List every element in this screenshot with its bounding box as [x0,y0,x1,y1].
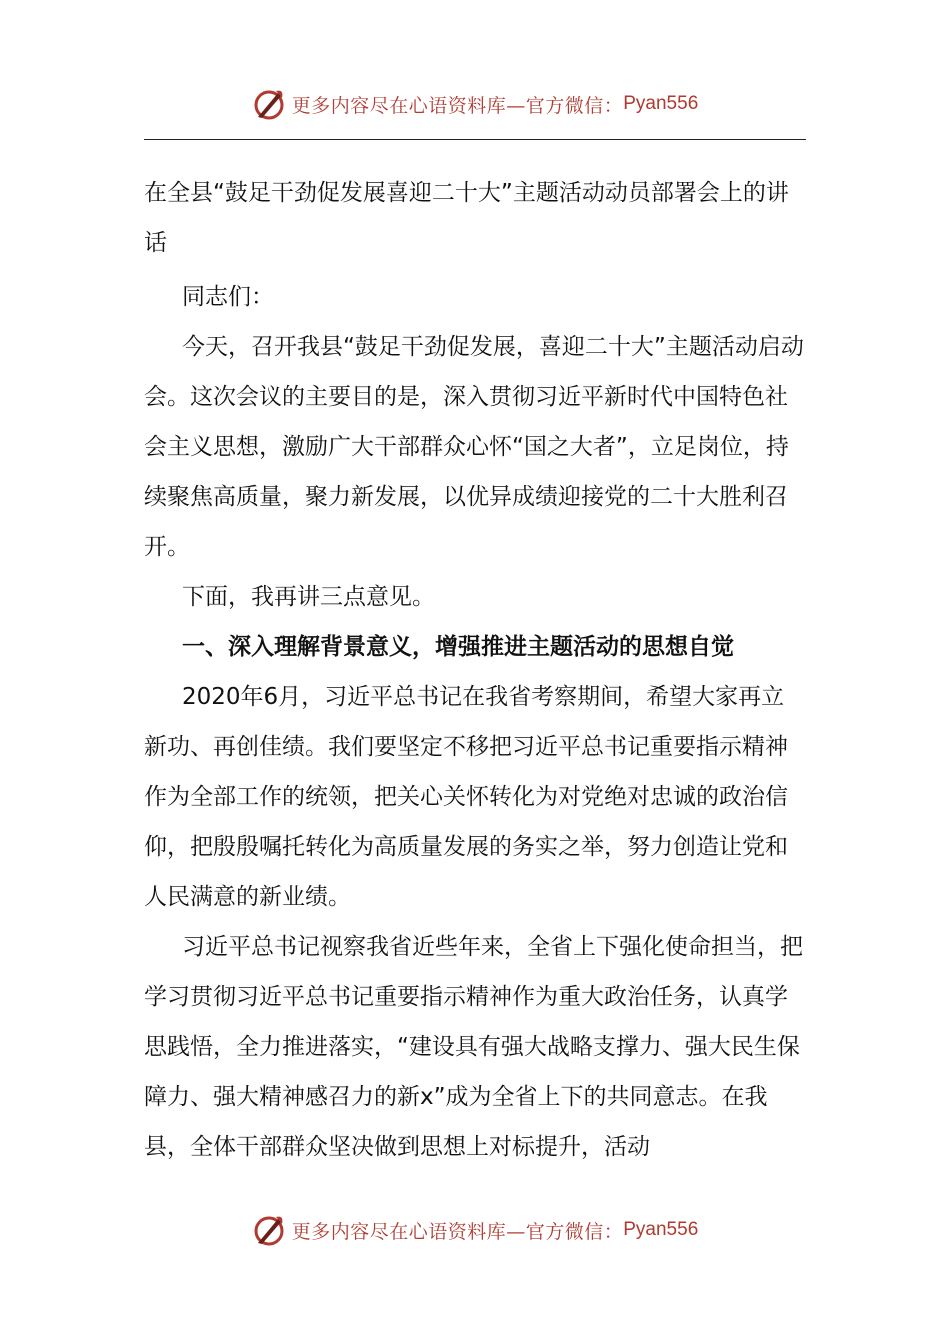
header-banner [0,82,950,126]
section-heading: 一、深入理解背景意义，增强推进主题活动的思想自觉 [182,634,734,660]
banner-text: 更多内容尽在心语资料库—官方微信： [291,94,624,117]
document-title: 在全县“鼓足干劲促发展喜迎二十大”主题活动动员部署会上的讲话 [144,180,789,256]
header-divider [144,139,806,140]
document-body [144,168,804,1172]
paragraph: 2020年6月，习近平总书记在我省考察期间，希望大家再立新功、再创佳绩。我们要坚定不移把习近平总书记重要指示精神作为全部工作的统领，把关心关怀转化为对党绝对忠诚的政治信仰，把殷殷嘱托转化为高质量发展的务实之举，努力创造让党和人民满意的新业绩。 [144,684,788,910]
paragraph: 习近平总书记视察我省近些年来，全省上下强化使命担当，把学习贯彻习近平总书记重要指示精神作为重大政治任务，认真学思践悟，全力推进落实，“建设具有强大战略支撑力、强大民生保障力、强大精神感召力的新x”成为全省上下的共同意志。在我县，全体干部群众坚决做到思想上对标提升，活动 [144,934,803,1160]
quill-pen-icon [252,87,286,121]
wechat-id: Pyan556 [623,93,699,114]
footer-wechat-id: Pyan556 [623,1219,699,1240]
footer-banner-text: 更多内容尽在心语资料库—官方微信： [291,1220,624,1243]
quill-pen-icon [252,1213,286,1247]
paragraph: 下面，我再讲三点意见。 [182,584,435,610]
paragraph: 今天，召开我县“鼓足干劲促发展，喜迎二十大”主题活动启动会。这次会议的主要目的是，深入贯彻习近平新时代中国特色社会主义思想，激励广大干部群众心怀“国之大者”，立足岗位，持续聚焦高质量，聚力新发展，以优异成绩迎接党的二十大胜利召开。 [144,334,804,560]
salutation: 同志们： [182,284,274,310]
footer-banner [0,1208,950,1252]
